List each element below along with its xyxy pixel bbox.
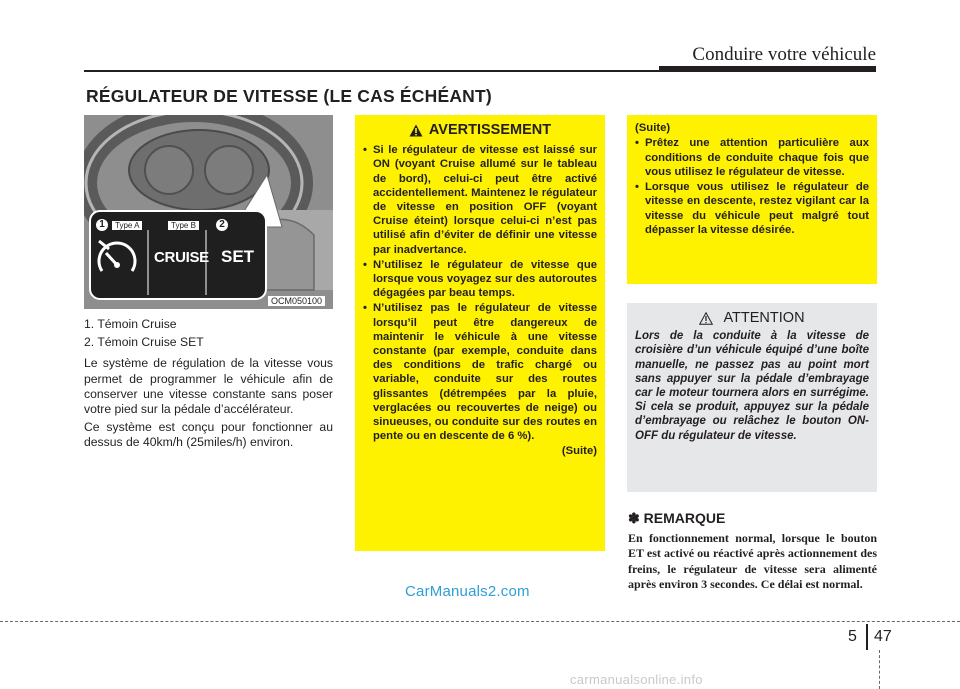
type-a-label: Type A (112, 221, 142, 230)
remark-body: En fonctionnement normal, lorsque le bouton ET est activé ou réactivé après actionnement des freins, le régulateur de vitesse sera alimenté après environ 3 secondes. Ce délai est normal. (628, 531, 877, 592)
continued-bullet: • Prêtez une attention particulière aux conditions de conduite chaque fois que vous utilisez le régulateur de vitesse. (635, 136, 869, 179)
header-rule-thick (659, 66, 876, 72)
description-paragraph-2: Ce système est conçu pour fonctionner au dessus de 40km/h (25miles/h) environ. (84, 420, 333, 450)
left-column-text (84, 317, 333, 451)
header-rule (84, 70, 659, 72)
page-number-separator (866, 624, 868, 650)
warning-continued-box (627, 115, 877, 284)
type-b-label: Type B (168, 221, 199, 230)
page-number: 47 (874, 628, 892, 645)
warning-bullet: • N’utilisez le régulateur de vitesse que lorsque vous voyagez sur des autoroutes dégagées par beau temps. (363, 258, 597, 301)
attention-title: ATTENTION (723, 310, 805, 326)
warning-bullet: • N’utilisez pas le régulateur de vitesse lorsqu’il peut être dangereux de maintenir le véhicule à une vitesse constante (par exemple, conduite dans des conditions de trafic chargé ou variable, conduite sur des routes glissantes (détrempées par la pluie, verglacées ou recouvertes de neige) ou sinueuses, ou conduite sur des routes en pente ou en descente de 6 %). (363, 301, 597, 443)
chapter-header-title: Conduire votre véhicule (692, 44, 876, 65)
description-paragraph-1: Le système de régulation de la vitesse vous permet de programmer le véhicule afin de conserver une vitesse constante sans poser votre pied sur la pédale d’accélérateur. (84, 356, 333, 417)
warning-triangle-icon (409, 124, 423, 137)
continued-label: (Suite) (635, 122, 671, 134)
figure-code: OCM050100 (268, 296, 325, 306)
continued-bullet: • Lorsque vous utilisez le régulateur de vitesse en descente, restez vigilant car la vitesse du véhicule peut malgré tout dépasser la vitesse désirée. (635, 180, 869, 237)
attention-header (635, 311, 869, 325)
cruise-indicator-figure (84, 115, 333, 309)
legend-item-1: 1. Témoin Cruise (84, 317, 177, 331)
dashboard-illustration (84, 115, 333, 309)
attention-body: Lors de la conduite à la vitesse de croisière d’un véhicule équipé d’une boîte manuelle, ne passez pas au point mort sans appuyer sur la pédale d’embrayage car le moteur tournera alors en surrégime. Si cela se produit, appuyez sur la pédale d’embrayage ou relâchez le bouton ON-OFF du régulateur de vitesse. (635, 330, 869, 442)
cruise-indicator-label: CRUISE (154, 249, 209, 266)
warning-header (363, 123, 597, 137)
footer-vertical-dash (879, 650, 880, 689)
remark-star-icon: ✽ (628, 510, 640, 526)
chapter-number: 5 (848, 628, 857, 645)
remark-heading (628, 510, 725, 527)
section-title: RÉGULATEUR DE VITESSE (LE CAS ÉCHÉANT) (86, 86, 492, 106)
carmanuals-watermark-link[interactable]: CarManuals2.com (405, 583, 530, 600)
footer-dashed-rule (0, 621, 960, 622)
attention-box (627, 303, 877, 492)
warning-box (355, 115, 605, 551)
legend-item-2: 2. Témoin Cruise SET (84, 335, 204, 350)
warning-continued-label: (Suite) (561, 445, 597, 458)
warning-title: AVERTISSEMENT (428, 122, 552, 138)
footer-watermark: carmanualsonline.info (570, 672, 703, 687)
callout-number-2: 2 (216, 219, 228, 231)
callout-number-1: 1 (96, 219, 108, 231)
remark-title: REMARQUE (643, 510, 726, 526)
warning-bullet: • Si le régulateur de vitesse est laissé sur ON (voyant Cruise allumé sur le tableau de bord), celui-ci peut être activé accidentellement. Maintenez le régulateur de vitesse en position OFF (voyant Cruise éteint) lorsque celui-ci n’est pas utilisé afin d’éviter de définir une vitesse par inadvertance. (363, 143, 597, 257)
caution-triangle-icon (699, 312, 713, 325)
set-indicator-label: SET (221, 247, 255, 266)
